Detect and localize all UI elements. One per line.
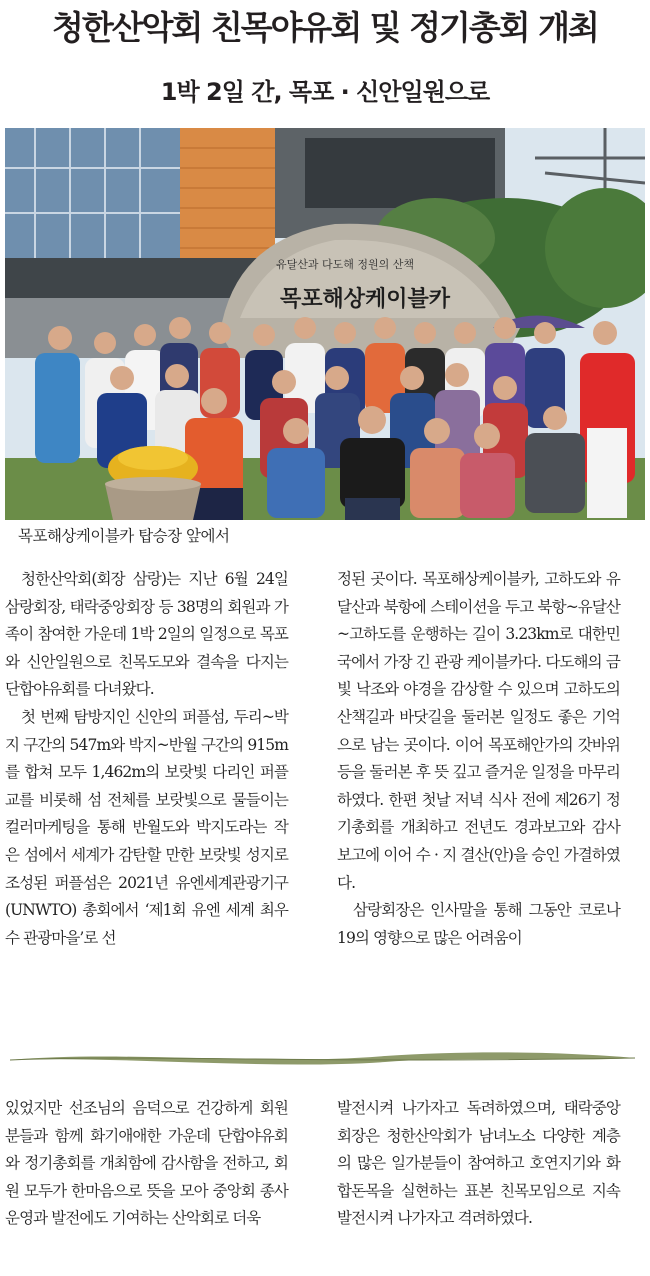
article-column-3 [5, 1095, 288, 1233]
sign-line-2: 목포해상케이블카 [279, 287, 451, 312]
paragraph: 삼랑회장은 인사말을 통해 그동안 코로나19의 영향으로 많은 어려움이 [337, 901, 620, 947]
group-photo [5, 128, 645, 520]
article-column-2 [337, 566, 620, 952]
divider-line [5, 1040, 645, 1076]
sign-line-1: 유달산과 다도해 정원의 산책 [275, 258, 415, 271]
article-column-1 [5, 566, 288, 952]
article-column-4 [337, 1095, 620, 1233]
paragraph: 청한산악회(회장 삼랑)는 지난 6월 24일 삼랑회장, 태락중앙회장 등 38명의 회원과 가족이 참여한 가운데 1박 2일의 일정으로 목포와 신안일원으로 친목도모와 결속을 다지는 단합야유회를 다녀왔다. [5, 570, 288, 699]
paragraph: 정된 곳이다. 목포해상케이블카, 고하도와 유달산과 북항에 스테이션을 두고 북항~유달산~고하도를 운행하는 길이 3.23km로 대한민국에서 가장 긴 관광 케이블카다. 다도해의 금빛 낙조와 야경을 감상할 수 있으며 고하도의 산책길과 바닷길을 둘러본 일정도 좋은 기억으로 남는 곳이다. 이어 목포해안가의 갓바위 등을 둘러본 후 뜻 깊고 즐거운 일정을 마무리 하였다. 한편 첫날 저녁 식사 전에 제26기 정기총회를 개최하고 전년도 경과보고와 감사보고에 이어 수 · 지 결산(안)을 승인 가결하였다. [337, 570, 620, 892]
paragraph: 첫 번째 탐방지인 신안의 퍼플섬, 두리~박지 구간의 547m와 박지~반월 구간의 915m를 합쳐 모두 1,462m의 보랏빛 다리인 퍼플교를 비롯해 섬 전체를 보랏빛으로 물들이는 컬러마케팅을 통해 반월도와 박지도라는 작은 섬에서 세계가 감탄할 만한 보랏빛 성지로 조성된 퍼플섬은 2021년 유엔세계관광기구(UNWTO) 총회에서 ‘제1회 유엔 세계 최우수 관광마을’로 선 [5, 707, 288, 947]
paragraph: 있었지만 선조님의 음덕으로 건강하게 회원분들과 함께 화기애애한 가운데 단합야유회와 정기총회를 개최함에 감사함을 전하고, 회원 모두가 한마음으로 뜻을 모아 중앙회 종사운영과 발전에도 기여하는 산악회로 더욱 [5, 1099, 288, 1228]
headline: 청한산악회 친목야유회 및 정기총회 개최 [52, 8, 598, 47]
subheadline: 1박 2일 간, 목포 · 신안일원으로 [160, 78, 490, 106]
photo-caption: 목포해상케이블카 탑승장 앞에서 [18, 527, 230, 545]
paragraph: 발전시켜 나가자고 독려하였으며, 태락중앙회장은 청한산악회가 남녀노소 다양한 계층의 많은 일가분들이 참여하고 호연지기와 화합돈목을 실현하는 표본 친목모임으로 지속 발전시켜 나가자고 격려하였다. [337, 1099, 620, 1228]
